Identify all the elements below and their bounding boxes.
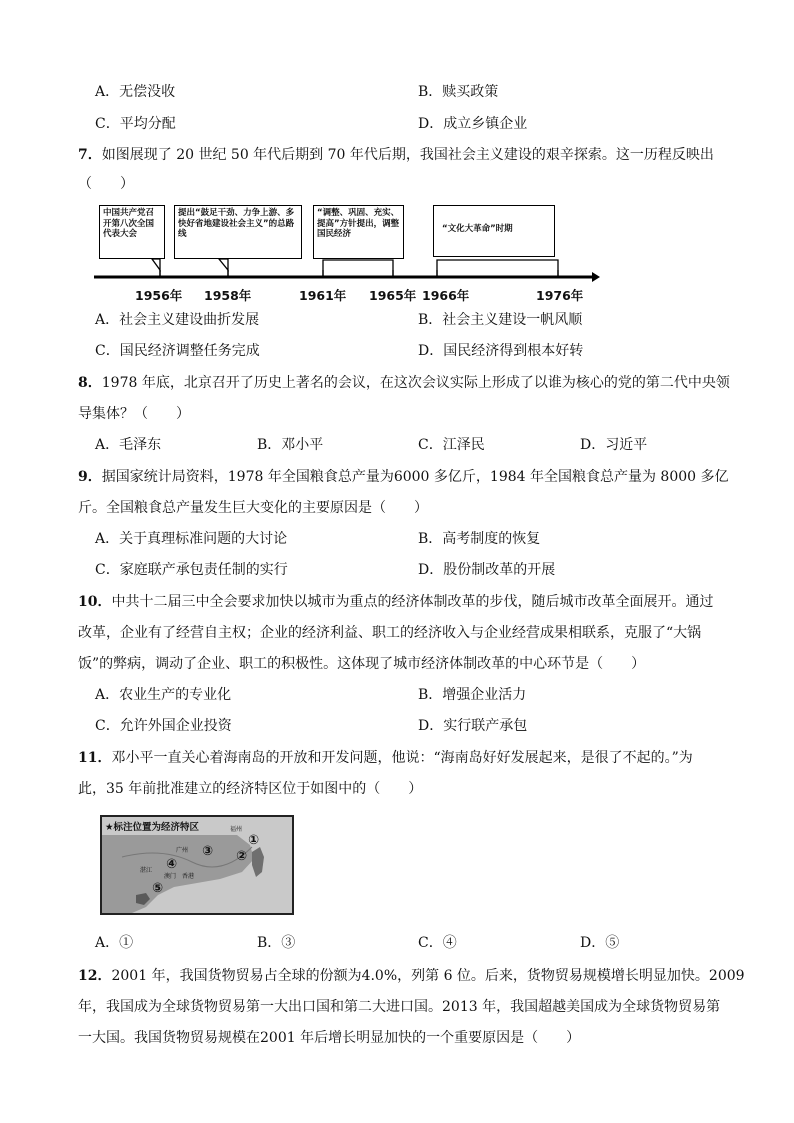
label-zhanjiang: 湛江 bbox=[140, 867, 153, 874]
timeline-box-1966: “文化大革命”时期 bbox=[433, 205, 555, 257]
q12-text-3: 一大国。我国货物贸易规模在2001 年后增长明显加快的一个重要原因是（ ） bbox=[78, 1030, 581, 1046]
period-bracket-1966-1976 bbox=[437, 260, 558, 270]
callout-pointer-2 bbox=[219, 259, 228, 270]
timeline-box-1956: 中国共产党召开第八次全国代表大会 bbox=[99, 205, 165, 259]
q7-answer-blank: （ ） bbox=[78, 176, 134, 192]
q7-option-a[interactable]: A．社会主义建设曲折发展 bbox=[95, 312, 260, 328]
year-1958: 1958年 bbox=[204, 288, 252, 303]
q10-text-1: 中共十二届三中全会要求加快以城市为重点的经济体制改革的步伐，随后城市改革全面展开。通过 bbox=[111, 594, 714, 610]
q11-option-d[interactable]: D．⑤ bbox=[580, 935, 620, 951]
q12-stem bbox=[78, 967, 745, 985]
q12-number: 12． bbox=[78, 968, 112, 984]
q8-number: 8． bbox=[78, 375, 102, 391]
q11-text-1: 邓小平一直关心着海南岛的开放和开发问题，他说：“海南岛好好发展起来，是很了不起的。”为 bbox=[111, 750, 693, 766]
q9-text-1: 据国家统计局资料，1978 年全国粮食总产量为6000 多亿斤，1984 年全国粮食总产量为 8000 多亿 bbox=[101, 469, 729, 485]
q11-option-a[interactable]: A．① bbox=[95, 935, 134, 951]
q10-option-c[interactable]: C．允许外国企业投资 bbox=[95, 718, 232, 734]
q10-option-d[interactable]: D．实行联产承包 bbox=[418, 718, 528, 734]
q7-option-c[interactable]: C．国民经济调整任务完成 bbox=[95, 343, 260, 359]
q8-text-2: 导集体？（ ） bbox=[78, 406, 190, 422]
q9-option-d[interactable]: D．股份制改革的开展 bbox=[418, 562, 556, 578]
q11-option-c[interactable]: C．④ bbox=[418, 935, 457, 951]
label-hongkong: 香港 bbox=[182, 873, 195, 880]
q7-option-b[interactable]: B．社会主义建设一帆风顺 bbox=[418, 312, 583, 328]
q11-text-2: 此，35 年前批准建立的经济特区位于如图中的（ ） bbox=[78, 781, 423, 797]
callout-pointer-1 bbox=[152, 259, 160, 270]
year-1966: 1966年 bbox=[422, 288, 470, 303]
q9-number: 9． bbox=[78, 469, 102, 485]
q8-option-c[interactable]: C．江泽民 bbox=[418, 437, 485, 453]
q7-text-1: 如图展现了 20 世纪 50 年代后期到 70 年代后期，我国社会主义建设的艰辛探索。这一历程反映出 bbox=[101, 147, 714, 163]
q8-option-d[interactable]: D．习近平 bbox=[580, 437, 648, 453]
label-guangzhou: 广州 bbox=[176, 847, 189, 854]
q6-option-a[interactable]: A．无偿没收 bbox=[95, 84, 176, 100]
label-macau: 澳门 bbox=[164, 873, 177, 880]
map-marker-4: ④ bbox=[166, 857, 178, 872]
q10-number: 10． bbox=[78, 594, 112, 610]
timeline-box-1958: 提出“鼓足干劲、力争上游、多快好省地建设社会主义”的总路线 bbox=[174, 205, 302, 259]
q9-stem bbox=[78, 468, 729, 486]
q8-stem bbox=[78, 374, 730, 392]
taiwan-island bbox=[252, 847, 264, 877]
q10-option-b[interactable]: B．增强企业活力 bbox=[418, 687, 527, 703]
q6-option-c[interactable]: C．平均分配 bbox=[95, 116, 176, 132]
year-1956: 1956年 bbox=[135, 288, 183, 303]
q10-option-a[interactable]: A．农业生产的专业化 bbox=[95, 687, 232, 703]
q9-text-2: 斤。全国粮食总产量发生巨大变化的主要原因是（ ） bbox=[78, 500, 428, 516]
period-bracket-1961-1965 bbox=[323, 260, 393, 270]
q12-text-1: 2001 年，我国货物贸易占全球的份额为4.0%，列第 6 位。后来，货物贸易规模增长明显加快。2009 bbox=[111, 968, 745, 984]
q9-option-b[interactable]: B．高考制度的恢复 bbox=[418, 531, 541, 547]
timeline-arrow bbox=[592, 272, 600, 282]
q12-text-2: 年，我国成为全球货物贸易第一大出口国和第二大进口国。2013 年，我国超越美国成为全球货物贸易第 bbox=[78, 999, 721, 1015]
timeline-box-1961: “调整、巩固、充实、提高”方针提出，调整国民经济 bbox=[313, 205, 404, 259]
q11-map-figure bbox=[100, 815, 294, 915]
q10-text-3: 饭”的弊病，调动了企业、职工的积极性。这体现了城市经济体制改革的中心环节是（ ） bbox=[78, 656, 646, 672]
q8-text-1: 1978 年底，北京召开了历史上著名的会议，在这次会议实际上形成了以谁为核心的党的第二代中央领 bbox=[101, 375, 730, 391]
label-fuzhou: 福州 bbox=[230, 826, 243, 833]
q7-number: 7． bbox=[78, 147, 102, 163]
q11-option-b[interactable]: B．③ bbox=[257, 935, 296, 951]
q7-timeline-figure bbox=[92, 200, 602, 308]
year-1965: 1965年 bbox=[369, 288, 417, 303]
year-1976: 1976年 bbox=[536, 288, 584, 303]
q7-option-d[interactable]: D．国民经济得到根本好转 bbox=[418, 343, 584, 359]
q10-text-2: 改革，企业有了经营自主权；企业的经济利益、职工的经济收入与企业经营成果相联系，克服了“大锅 bbox=[78, 625, 702, 641]
q9-option-a[interactable]: A．关于真理标准问题的大讨论 bbox=[95, 531, 288, 547]
map-marker-3: ③ bbox=[202, 844, 214, 859]
q6-option-d[interactable]: D．成立乡镇企业 bbox=[418, 116, 528, 132]
q7-stem bbox=[78, 146, 714, 164]
q6-option-b[interactable]: B．赎买政策 bbox=[418, 84, 499, 100]
q8-option-b[interactable]: B．邓小平 bbox=[257, 437, 324, 453]
q10-stem bbox=[78, 593, 713, 611]
q9-option-c[interactable]: C．家庭联产承包责任制的实行 bbox=[95, 562, 288, 578]
q8-option-a[interactable]: A．毛泽东 bbox=[95, 437, 162, 453]
map-title: ★标注位置为经济特区 bbox=[105, 822, 200, 833]
map-marker-2: ② bbox=[236, 849, 248, 864]
map-marker-1: ① bbox=[248, 833, 260, 848]
q11-number: 11． bbox=[78, 750, 112, 766]
map-marker-5: ⑤ bbox=[152, 881, 164, 896]
year-1961: 1961年 bbox=[299, 288, 347, 303]
q11-stem bbox=[78, 749, 693, 767]
